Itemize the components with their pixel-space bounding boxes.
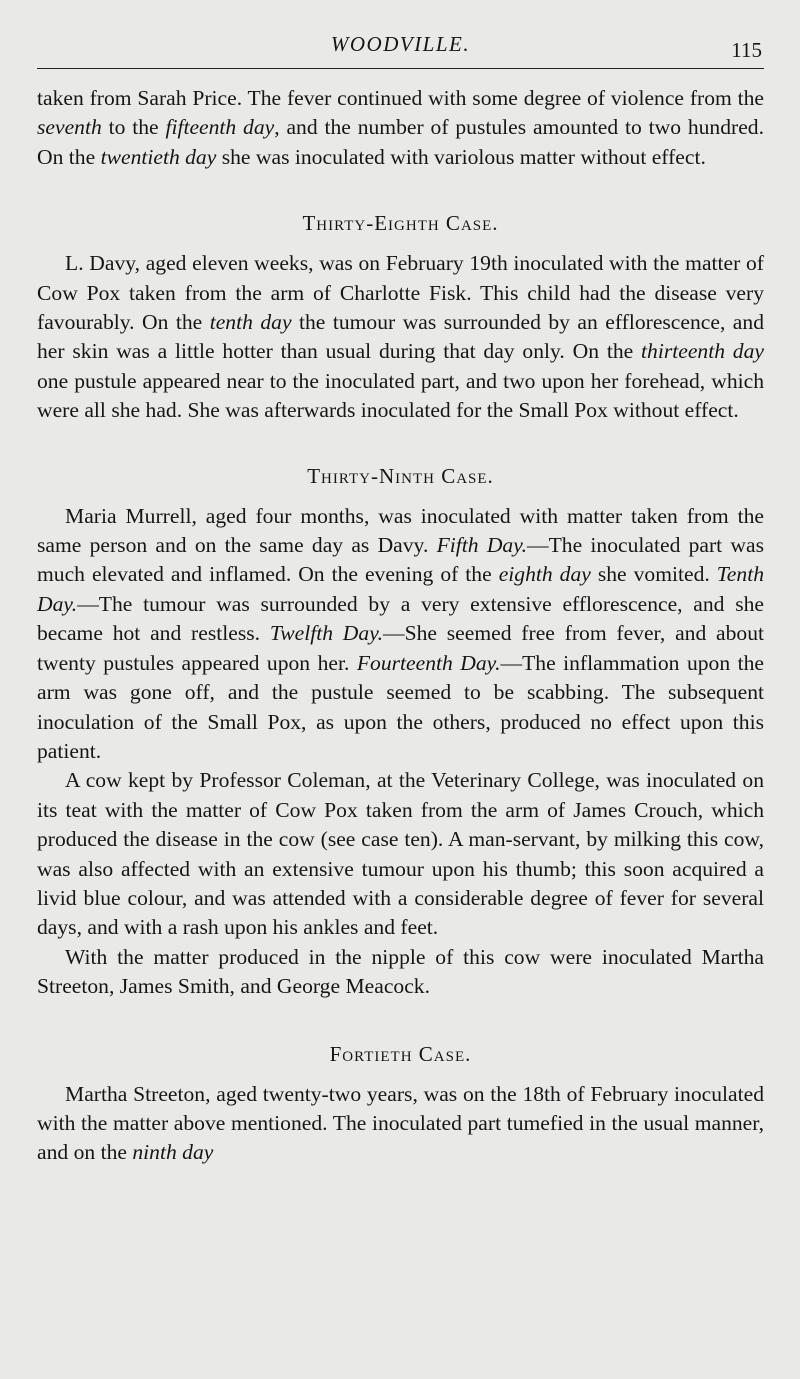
case-heading-fortieth: Fortieth Case. bbox=[329, 1041, 472, 1066]
case-heading-thirty-ninth: Thirty-Ninth Case. bbox=[307, 463, 494, 488]
italic-phrase: tenth day bbox=[209, 310, 292, 335]
header-rule bbox=[37, 68, 764, 69]
italic-phrase: twentieth day bbox=[100, 144, 217, 169]
case-heading-thirty-eighth: Thirty-Eighth Case. bbox=[302, 211, 499, 236]
italic-phrase: Fifth Day. bbox=[436, 533, 528, 558]
italic-phrase: eighth day bbox=[498, 562, 591, 587]
italic-phrase: seventh bbox=[37, 115, 102, 140]
paragraph-fortieth-case: Martha Streeton, aged twenty-two years, was on the 18th of February inoculated with the matter above mentioned. The inoculated part tumefied in the usual manner, and on the ninth day bbox=[37, 1081, 764, 1165]
running-head bbox=[37, 28, 764, 64]
italic-phrase: ninth day bbox=[132, 1140, 214, 1165]
page-body bbox=[37, 84, 764, 1168]
paragraph-nipple-matter: With the matter produced in the nipple of this cow were inoculated Martha Streeton, James Smith, and George Meacock. bbox=[37, 944, 764, 999]
italic-phrase: Twelfth Day. bbox=[269, 621, 383, 646]
paragraph-cow-inoculation: A cow kept by Professor Coleman, at the Veterinary College, was inoculated on its teat with the matter of Cow Pox taken from the arm of James Crouch, which produced the disease in the cow (see case ten). A man-servant, by milking this cow, was also affected with an extensive tumour upon his thumb; this soon acquired a livid blue colour, and was attended with a considerable degree of fever for several days, and with a rash upon his ankles and feet. bbox=[37, 768, 764, 940]
paragraph-thirty-ninth-case: Maria Murrell, aged four months, was inoculated with matter taken from the same person and on the same day as Davy. Fifth Day.—The inoculated part was much elevated and inflamed. On the evening of the eighth day she vomited. Tenth Day.—The tumour was surrounded by a very extensive efflorescence, and she became hot and restless. Twelfth Day.—She seemed free from fever, and about twenty pustules appeared upon her. Fourteenth Day.—The inflammation upon the arm was gone off, and the pustule seemed to be scabbing. The subsequent inoculation of the Small Pox, as upon the others, produced no effect upon this patient. bbox=[37, 503, 765, 763]
italic-phrase: Tenth Day. bbox=[37, 562, 764, 616]
page-number: 115 bbox=[731, 38, 762, 62]
paragraph-continuation: taken from Sarah Price. The fever continued with some degree of violence from the seventh to the fifteenth day, and the number of pustules amounted to two hundred. On the twentieth day she was inoculated with variolous matter without effect. bbox=[37, 86, 764, 169]
running-title: WOODVILLE. bbox=[330, 32, 471, 56]
paragraph-thirty-eighth-case: L. Davy, aged eleven weeks, was on February 19th inoculated with the matter of Cow Pox taken from the arm of Charlotte Fisk. This child had the disease very favourably. On the tenth day the tumour was surrounded by an efflorescence, and her skin was a little hotter than usual during that day only. On the thirteenth day one pustule appeared near to the inoculated part, and two upon her forehead, which were all she had. She was afterwards inoculated for the Small Pox without effect. bbox=[37, 251, 764, 423]
italic-phrase: Fourteenth Day. bbox=[356, 650, 501, 675]
italic-phrase: fifteenth day bbox=[165, 115, 275, 140]
italic-phrase: thirteenth day bbox=[641, 339, 764, 364]
